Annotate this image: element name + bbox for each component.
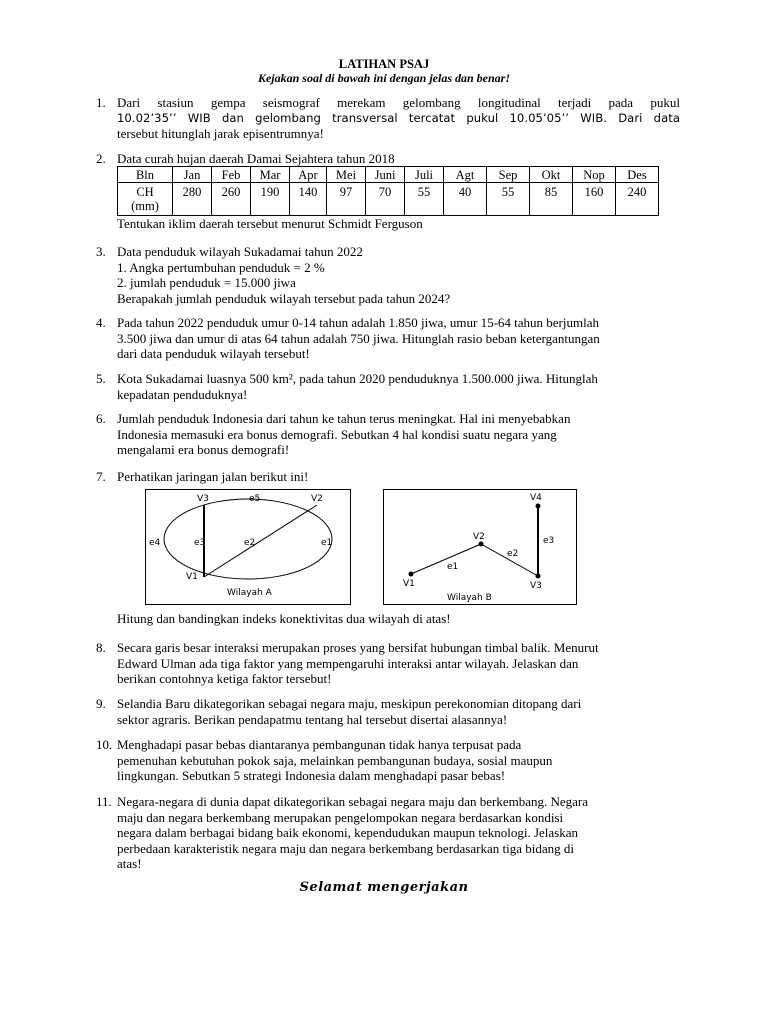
table-cell: Apr <box>290 167 327 183</box>
vertex-point <box>536 504 541 509</box>
vertex-label: V4 <box>530 493 542 503</box>
table-cell: 280 <box>173 183 212 216</box>
question-line: Pada tahun 2022 penduduk umur 0-14 tahun adalah 1.850 jiwa, umur 15-64 tahun berjumlah <box>117 315 599 330</box>
question-line: 10.02’35’’ WIB dan gelombang transversal tercatat pukul 10.05’05’’ WIB. Dari data <box>117 110 680 125</box>
vertex-label: V2 <box>473 532 485 542</box>
row-label-unit: (mm) <box>131 199 159 213</box>
question-line: sektor agraris. Berikan pendapatmu tentang hal tersebut disertai alasannya! <box>117 711 508 727</box>
question-5 <box>96 371 680 402</box>
question-3 <box>96 244 680 306</box>
table-cell: 55 <box>487 183 530 216</box>
question-line: Tentukan iklim daerah tersebut menurut Schmidt Ferguson <box>117 216 423 231</box>
question-11 <box>96 794 680 872</box>
vertex-label: V1 <box>186 572 198 582</box>
vertex-label: V3 <box>530 581 542 591</box>
network-diagram-wilayah-a <box>145 489 351 605</box>
question-line: pemenuhan kebutuhan pokok saja, melainkan pembangunan budaya, sosial maupun <box>117 752 553 768</box>
edge-label: e1 <box>447 562 459 572</box>
vertex-label: V2 <box>311 494 323 504</box>
question-line: negara dalam berbagai bidang baik ekonomi, kependudukan maupun teknologi. Jelaskan <box>117 825 578 840</box>
question-number: 9. <box>96 696 106 711</box>
table-cell: Nop <box>573 167 616 183</box>
page-instruction: Kejakan soal di bawah ini dengan jelas dan benar! <box>257 71 511 85</box>
table-cell: 40 <box>444 183 487 216</box>
table-row-label <box>118 183 173 216</box>
table-cell: Mar <box>251 167 290 183</box>
question-line: Indonesia memasuki era bonus demografi. Sebutkan 4 hal kondisi suatu negara yang <box>117 426 557 442</box>
edge-label: e2 <box>507 549 519 559</box>
question-line: Selandia Baru dikategorikan sebagai negara maju, meskipun perekonomian ditopang dari <box>117 696 582 711</box>
figure-caption: Wilayah B <box>447 593 492 603</box>
question-number: 5. <box>96 371 106 386</box>
question-line: 2. jumlah penduduk = 15.000 jiwa <box>117 275 296 290</box>
table-cell: 160 <box>573 183 616 216</box>
edge-label: e3 <box>543 536 555 546</box>
question-number: 6. <box>96 411 106 426</box>
question-line: atas! <box>117 856 142 871</box>
vertex-label: V1 <box>403 579 415 589</box>
rainfall-table <box>117 166 659 216</box>
table-cell: 260 <box>212 183 251 216</box>
question-8 <box>96 640 680 687</box>
table-row <box>118 183 659 216</box>
question-line: Data curah hujan daerah Damai Sejahtera tahun 2018 <box>117 151 395 166</box>
table-header-row <box>118 167 659 183</box>
table-cell: Juni <box>366 167 405 183</box>
page-title: LATIHAN PSAJ <box>338 57 430 71</box>
question-1 <box>96 95 680 142</box>
question-line: Perhatikan jaringan jalan berikut ini! <box>117 469 309 484</box>
question-number: 4. <box>96 315 106 330</box>
question-number: 2. <box>96 151 106 166</box>
network-diagram-wilayah-b <box>383 489 577 605</box>
table-cell: Juli <box>405 167 444 183</box>
question-2 <box>96 151 680 167</box>
question-line: Secara garis besar interaksi merupakan proses yang bersifat hubungan timbal balik. Menurut <box>117 640 599 655</box>
table-cell: Sep <box>487 167 530 183</box>
question-7 <box>96 469 680 485</box>
question-line: 3.500 jiwa dan umur di atas 64 tahun adalah 750 jiwa. Hitunglah rasio beban ketergantungan <box>117 330 600 346</box>
question-line: 1. Angka pertumbuhan penduduk = 2 % <box>117 259 325 275</box>
question-number: 10. <box>96 737 113 752</box>
vertex-label: V3 <box>197 494 209 504</box>
question-line: Jumlah penduduk Indonesia dari tahun ke tahun terus meningkat. Hal ini menyebabkan <box>117 411 571 426</box>
vertex-point <box>536 574 541 579</box>
question-line: Data penduduk wilayah Sukadamai tahun 2022 <box>117 244 363 259</box>
question-2-followup <box>96 216 680 232</box>
table-cell: Okt <box>530 167 573 183</box>
question-line: dari data penduduk wilayah tersebut! <box>117 346 310 361</box>
vertex-point <box>409 572 414 577</box>
edge-label: e5 <box>249 494 261 504</box>
figure-caption: Wilayah A <box>227 588 272 598</box>
table-cell: 240 <box>616 183 659 216</box>
edge-label: e2 <box>244 538 256 548</box>
table-cell: 70 <box>366 183 405 216</box>
question-line: Berapakah jumlah penduduk wilayah tersebut pada tahun 2024? <box>117 290 451 306</box>
question-number: 8. <box>96 640 106 655</box>
table-cell: 97 <box>327 183 366 216</box>
question-line: mengalami era bonus demografi! <box>117 442 290 457</box>
row-label-line: CH <box>136 185 154 199</box>
question-line: Menghadapi pasar bebas diantaranya pembangunan tidak hanya terpusat pada <box>117 737 522 752</box>
table-cell: 190 <box>251 183 290 216</box>
question-number: 3. <box>96 244 106 259</box>
table-cell: 85 <box>530 183 573 216</box>
question-line: berikan contohnya ketiga faktor tersebut! <box>117 671 332 686</box>
edge-label: e4 <box>149 538 161 548</box>
table-cell: 55 <box>405 183 444 216</box>
question-number: 1. <box>96 95 106 110</box>
table-cell: Feb <box>212 167 251 183</box>
table-cell: Des <box>616 167 659 183</box>
question-10 <box>96 737 680 784</box>
table-cell: Jan <box>173 167 212 183</box>
question-line: maju dan negara berkembang merupakan pengelompokan negara berdasarkan kondisi <box>117 809 564 825</box>
question-line: Negara-negara di dunia dapat dikategorikan sebagai negara maju dan berkembang. Negara <box>117 794 589 809</box>
question-number: 11. <box>96 794 112 809</box>
question-line: Dari stasiun gempa seismograf merekam gelombang longitudinal terjadi pada pukul <box>117 95 680 110</box>
question-line: tersebut hitunglah jarak episentrumnya! <box>117 126 324 141</box>
question-7-followup <box>96 611 680 627</box>
table-cell: Mei <box>327 167 366 183</box>
question-4 <box>96 315 680 362</box>
vertex-point <box>479 542 484 547</box>
question-line: Hitung dan bandingkan indeks konektivitas dua wilayah di atas! <box>117 611 451 626</box>
edge-label: e3 <box>194 538 206 548</box>
table-cell: Bln <box>118 167 173 183</box>
edge-label: e1 <box>321 538 333 548</box>
question-line: perbedaan karakteristik negara maju dan negara berkembang berdasarkan tiga bidang di <box>117 840 574 856</box>
question-number: 7. <box>96 469 106 484</box>
table-cell: 140 <box>290 183 327 216</box>
closing-message: Selamat mengerjakan <box>299 880 469 895</box>
question-6 <box>96 411 680 458</box>
question-line: kepadatan penduduknya! <box>117 386 248 402</box>
question-9 <box>96 696 680 727</box>
question-line: Kota Sukadamai luasnya 500 km², pada tahun 2020 penduduknya 1.500.000 jiwa. Hitunglah <box>117 371 598 386</box>
table-cell: Agt <box>444 167 487 183</box>
question-line: lingkungan. Sebutkan 5 strategi Indonesia dalam menghadapi pasar bebas! <box>117 768 506 783</box>
question-line: Edward Ulman ada tiga faktor yang mempengaruhi interaksi antar wilayah. Jelaskan dan <box>117 655 579 671</box>
